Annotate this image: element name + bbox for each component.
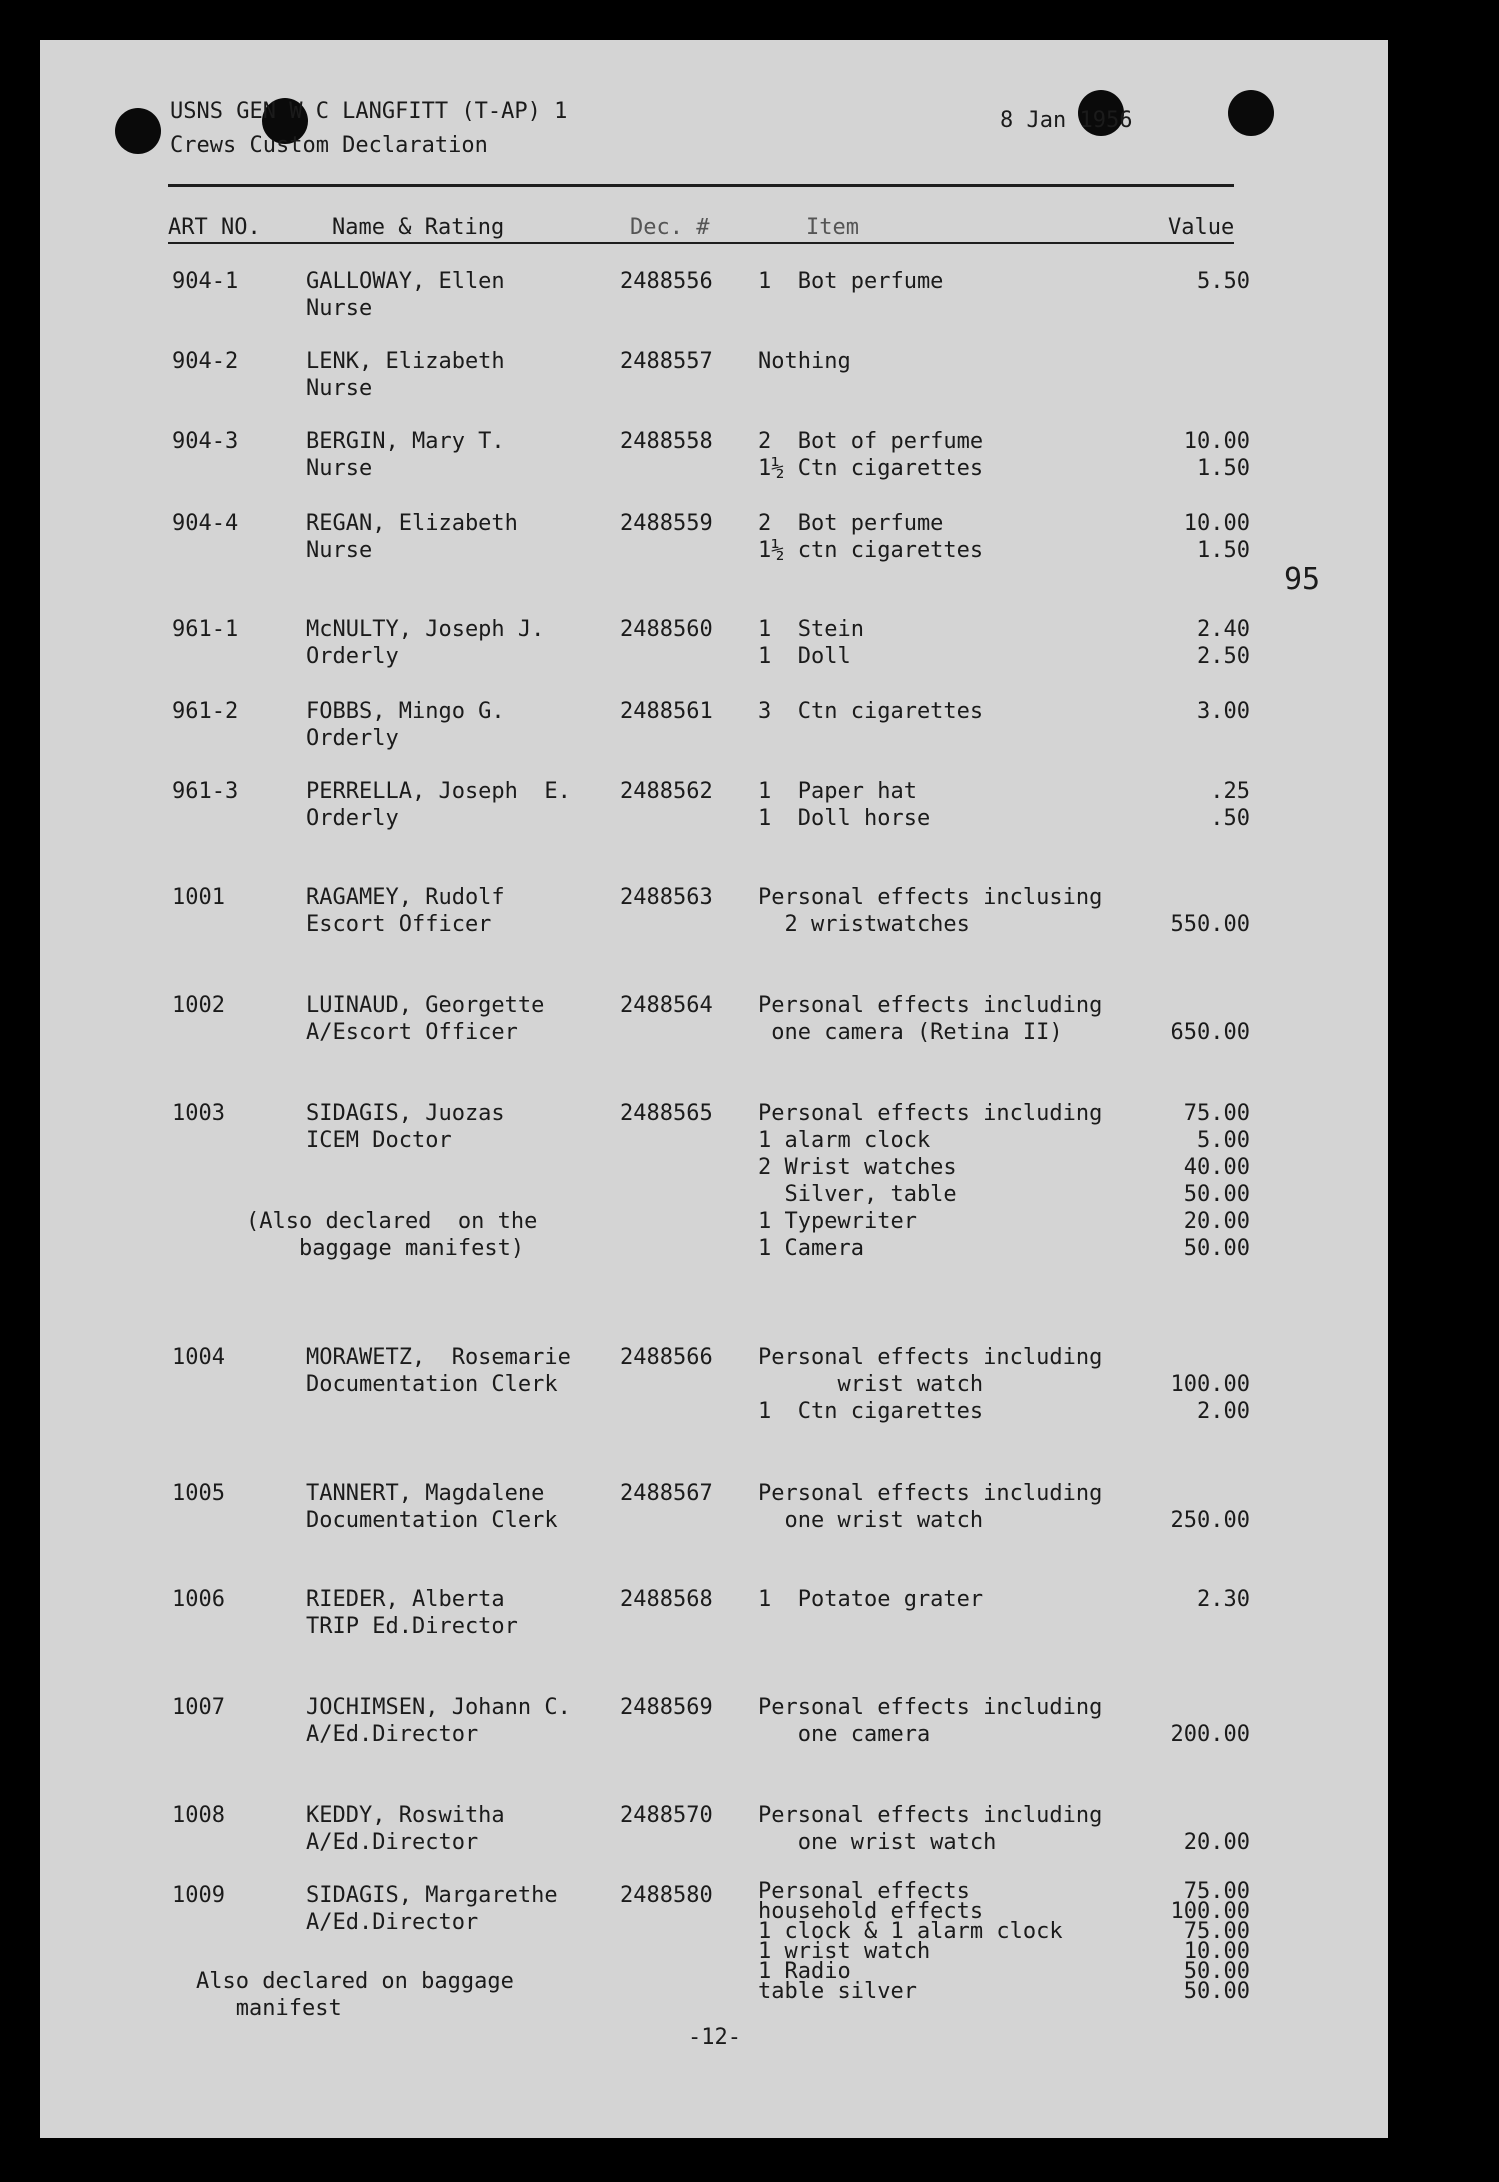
entry-name: RIEDER, Alberta [306, 1587, 505, 1612]
entry-rating: Escort Officer [306, 912, 492, 937]
entry-item: 1 Bot perfume [758, 269, 944, 294]
entry-declaration-number: 2488558 [620, 429, 713, 454]
entry-rating: Nurse [306, 296, 373, 321]
document-title: Crews Custom Declaration [170, 133, 488, 158]
entry-value: 10.00 [1183, 429, 1250, 454]
entry-value: 50.00 [1183, 1182, 1250, 1207]
entry-name: SIDAGIS, Juozas [306, 1101, 505, 1126]
entry-rating: ICEM Doctor [306, 1128, 452, 1153]
entry-value: 20.00 [1183, 1209, 1250, 1234]
entry-art-no: 904-1 [172, 269, 239, 294]
entry-value: 550.00 [1170, 912, 1250, 937]
entry-value: 75.00 [1183, 1879, 1250, 1904]
entry-name: KEDDY, Roswitha [306, 1803, 505, 1828]
entry-value: 10.00 [1183, 511, 1250, 536]
entry-value: .50 [1210, 806, 1250, 831]
entry-rating: TRIP Ed.Director [306, 1614, 518, 1639]
entry-item: 1 Stein [758, 617, 864, 642]
entry-item: Personal effects including [758, 1803, 1103, 1828]
entry-art-no: 1009 [172, 1883, 225, 1908]
entry-art-no: 961-1 [172, 617, 239, 642]
entry-art-no: 1005 [172, 1481, 225, 1506]
entry-rating: Nurse [306, 376, 373, 401]
entry-name: REGAN, Elizabeth [306, 511, 518, 536]
page-number: -12- [688, 2025, 741, 2050]
entry-declaration-number: 2488566 [620, 1345, 713, 1370]
entry-declaration-number: 2488562 [620, 779, 713, 804]
entry-declaration-number: 2488569 [620, 1695, 713, 1720]
entry-value: 2.50 [1197, 644, 1250, 669]
entry-item: 1 clock & 1 alarm clock [758, 1919, 1063, 1944]
entry-value: 2.30 [1197, 1587, 1250, 1612]
entry-value: 1.50 [1197, 538, 1250, 563]
entry-declaration-number: 2488556 [620, 269, 713, 294]
entry-art-no: 1006 [172, 1587, 225, 1612]
entry-name: LENK, Elizabeth [306, 349, 505, 374]
entry-item: Personal effects including [758, 1695, 1103, 1720]
entry-art-no: 1004 [172, 1345, 225, 1370]
entry-value: 40.00 [1183, 1155, 1250, 1180]
entry-value: 2.00 [1197, 1399, 1250, 1424]
entry-value: 50.00 [1183, 1236, 1250, 1261]
entry-declaration-number: 2488568 [620, 1587, 713, 1612]
header-rule [168, 184, 1234, 187]
entry-declaration-number: 2488559 [620, 511, 713, 536]
column-header-rule [168, 242, 1234, 244]
punch-hole-left [115, 108, 161, 154]
column-header-item: Item [806, 215, 859, 240]
entry-item: Personal effects including [758, 1481, 1103, 1506]
entry-note: (Also declared on the [246, 1209, 538, 1234]
entry-item: household effects [758, 1899, 984, 1924]
entry-value: 3.00 [1197, 699, 1250, 724]
entry-rating: Nurse [306, 456, 373, 481]
entry-value: 100.00 [1170, 1372, 1250, 1397]
entry-item: 1½ Ctn cigarettes [758, 456, 984, 481]
entry-art-no: 904-3 [172, 429, 239, 454]
entry-item: 3 Ctn cigarettes [758, 699, 984, 724]
entry-value: 50.00 [1183, 1959, 1250, 1984]
entry-art-no: 904-4 [172, 511, 239, 536]
entry-value: 1.50 [1197, 456, 1250, 481]
entry-item: 2 Bot of perfume [758, 429, 984, 454]
entry-value: 200.00 [1170, 1722, 1250, 1747]
entry-art-no: 904-2 [172, 349, 239, 374]
entry-value: 5.50 [1197, 269, 1250, 294]
entry-item: table silver [758, 1979, 917, 2004]
entry-item: Nothing [758, 349, 851, 374]
entry-rating: Orderly [306, 726, 399, 751]
entry-declaration-number: 2488570 [620, 1803, 713, 1828]
entry-item: 1 wrist watch [758, 1939, 931, 1964]
entry-art-no: 1008 [172, 1803, 225, 1828]
entry-name: GALLOWAY, Ellen [306, 269, 505, 294]
entry-value: 2.40 [1197, 617, 1250, 642]
entry-item: 2 wristwatches [758, 912, 970, 937]
entry-value: 650.00 [1170, 1020, 1250, 1045]
entry-art-no: 1001 [172, 885, 225, 910]
entry-item: 1 Paper hat [758, 779, 917, 804]
entry-value: 100.00 [1170, 1899, 1250, 1924]
entry-item: 1 Potatoe grater [758, 1587, 984, 1612]
entry-item: 2 Wrist watches [758, 1155, 957, 1180]
entry-item: 1 alarm clock [758, 1128, 931, 1153]
entry-item: Personal effects including [758, 993, 1103, 1018]
entry-declaration-number: 2488565 [620, 1101, 713, 1126]
column-header-value: Value [1168, 215, 1235, 240]
ship-name: USNS GEN W C LANGFITT (T-AP) 1 [170, 99, 568, 124]
entry-rating: Nurse [306, 538, 373, 563]
column-header-dec: Dec. # [630, 215, 710, 240]
column-header-art-no: ART NO. [168, 215, 261, 240]
entry-rating: Orderly [306, 806, 399, 831]
entry-item: Personal effects [758, 1879, 970, 1904]
entry-item: Personal effects inclusing [758, 885, 1103, 910]
entry-declaration-number: 2488561 [620, 699, 713, 724]
punch-hole-right-2 [1228, 90, 1274, 136]
entry-value: 50.00 [1183, 1979, 1250, 2004]
entry-item: one camera [758, 1722, 931, 1747]
entry-item: Silver, table [758, 1182, 957, 1207]
entry-item: 1½ ctn cigarettes [758, 538, 984, 563]
entry-name: PERRELLA, Joseph E. [306, 779, 571, 804]
entry-rating: Documentation Clerk [306, 1508, 558, 1533]
entry-item: 1 Doll horse [758, 806, 931, 831]
entry-item: one wrist watch [758, 1830, 997, 1855]
column-header-name: Name & Rating [332, 215, 505, 240]
entry-item: one camera (Retina II) [758, 1020, 1063, 1045]
entry-value: 20.00 [1183, 1830, 1250, 1855]
entry-art-no: 961-3 [172, 779, 239, 804]
entry-note: Also declared on baggage [196, 1969, 514, 1994]
entry-declaration-number: 2488567 [620, 1481, 713, 1506]
entry-item: 1 Doll [758, 644, 851, 669]
entry-item: Personal effects including [758, 1345, 1103, 1370]
document-page [40, 40, 1388, 2138]
entry-declaration-number: 2488557 [620, 349, 713, 374]
entry-value: 75.00 [1183, 1919, 1250, 1944]
entry-rating: A/Escort Officer [306, 1020, 518, 1045]
entry-item: one wrist watch [758, 1508, 984, 1533]
entry-declaration-number: 2488580 [620, 1883, 713, 1908]
entry-name: MORAWETZ, Rosemarie [306, 1345, 571, 1370]
entry-item: 1 Typewriter [758, 1209, 917, 1234]
entry-value: 250.00 [1170, 1508, 1250, 1533]
entry-name: FOBBS, Mingo G. [306, 699, 505, 724]
entry-declaration-number: 2488560 [620, 617, 713, 642]
entry-art-no: 961-2 [172, 699, 239, 724]
entry-name: RAGAMEY, Rudolf [306, 885, 505, 910]
entry-art-no: 1007 [172, 1695, 225, 1720]
entry-name: SIDAGIS, Margarethe [306, 1883, 558, 1908]
entry-rating: A/Ed.Director [306, 1830, 479, 1855]
entry-note: baggage manifest) [246, 1236, 525, 1261]
page-stamp: 95 [1284, 562, 1321, 597]
entry-name: JOCHIMSEN, Johann C. [306, 1695, 571, 1720]
entry-declaration-number: 2488564 [620, 993, 713, 1018]
entry-item: 1 Camera [758, 1236, 864, 1261]
entry-item: 2 Bot perfume [758, 511, 944, 536]
entry-art-no: 1003 [172, 1101, 225, 1126]
entry-art-no: 1002 [172, 993, 225, 1018]
entry-name: TANNERT, Magdalene [306, 1481, 545, 1506]
entry-value: .25 [1210, 779, 1250, 804]
entry-item: Personal effects including [758, 1101, 1103, 1126]
entry-item: wrist watch [758, 1372, 984, 1397]
entry-name: BERGIN, Mary T. [306, 429, 505, 454]
entry-rating: A/Ed.Director [306, 1722, 479, 1747]
entry-note: manifest [196, 1996, 342, 2021]
entry-value: 10.00 [1183, 1939, 1250, 1964]
entry-rating: Orderly [306, 644, 399, 669]
entry-item: 1 Radio [758, 1959, 851, 1984]
entry-value: 5.00 [1197, 1128, 1250, 1153]
entry-name: LUINAUD, Georgette [306, 993, 545, 1018]
entry-rating: Documentation Clerk [306, 1372, 558, 1397]
entry-name: McNULTY, Joseph J. [306, 617, 545, 642]
entry-value: 75.00 [1183, 1101, 1250, 1126]
entry-declaration-number: 2488563 [620, 885, 713, 910]
entry-rating: A/Ed.Director [306, 1910, 479, 1935]
declaration-date: 8 Jan 1956 [1000, 108, 1133, 133]
entry-item: 1 Ctn cigarettes [758, 1399, 984, 1424]
